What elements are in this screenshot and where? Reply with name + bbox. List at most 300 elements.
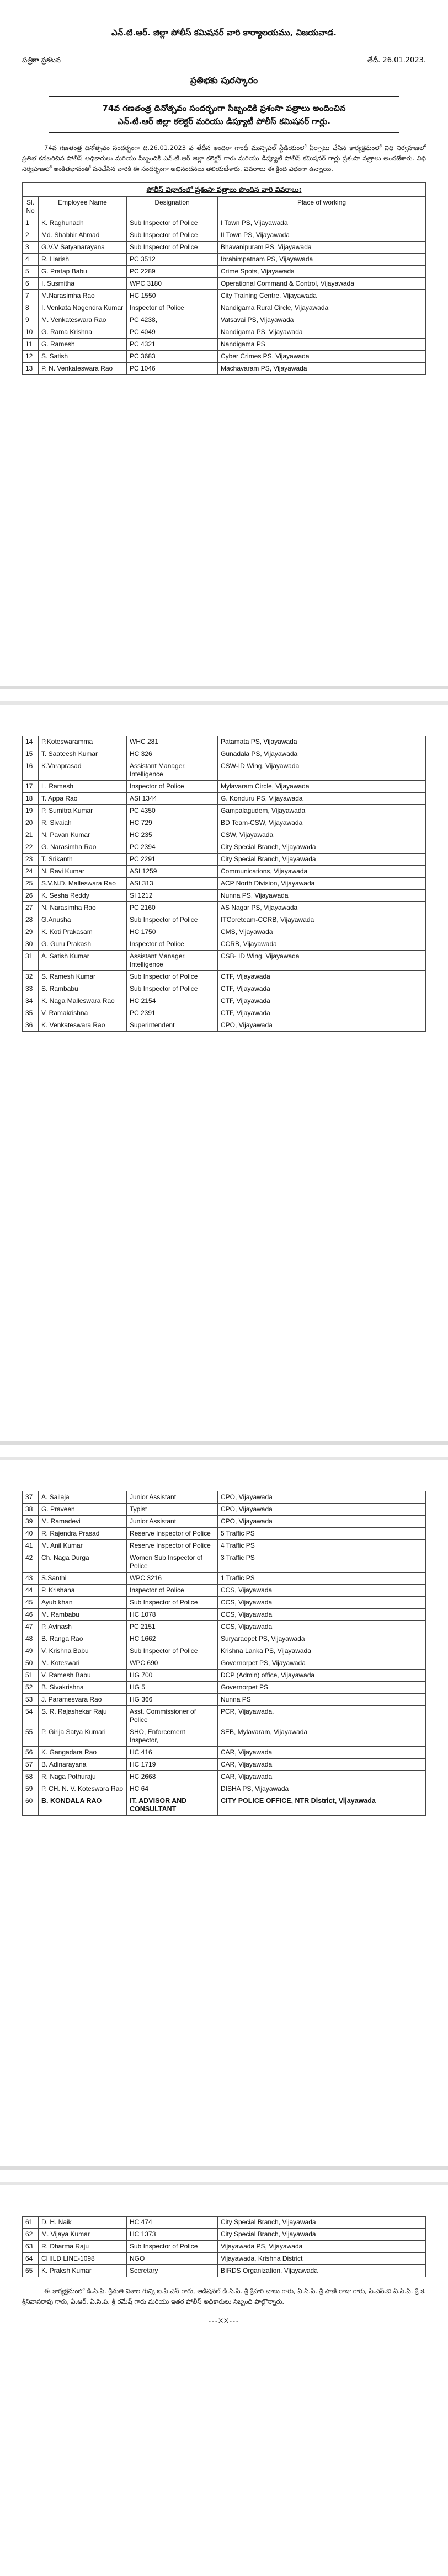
cell-sl: 17 bbox=[23, 781, 39, 793]
table-row bbox=[23, 1670, 426, 1682]
table-row bbox=[23, 781, 426, 793]
cell-employee-name: L. Ramesh bbox=[39, 781, 127, 793]
cell-sl: 48 bbox=[23, 1633, 39, 1645]
cell-sl: 44 bbox=[23, 1585, 39, 1597]
cell-sl: 40 bbox=[23, 1528, 39, 1540]
awards-table-page-4 bbox=[22, 2216, 426, 2277]
cell-employee-name: T. Srikanth bbox=[39, 854, 127, 866]
cell-place: ACP North Division, Vijayawada bbox=[218, 878, 426, 890]
cell-designation: NGO bbox=[127, 2253, 218, 2265]
cell-designation: PC 3683 bbox=[127, 351, 218, 363]
table-row bbox=[23, 314, 426, 326]
cell-employee-name: G. Guru Prakash bbox=[39, 938, 127, 951]
heading-line-2: ఎన్.టి.ఆర్ జిల్లా కలెక్టర్ మరియు డిప్యూటీ పోలీస్ కమిషనర్ గార్లు. bbox=[117, 116, 331, 126]
cell-designation: HG 700 bbox=[127, 1670, 218, 1682]
cell-employee-name: B. Sivakrishna bbox=[39, 1682, 127, 1694]
table-row bbox=[23, 1771, 426, 1783]
table-row bbox=[23, 890, 426, 902]
awards-table-page-1 bbox=[22, 182, 426, 375]
cell-place: 1 Traffic PS bbox=[218, 1573, 426, 1585]
page-edge bbox=[0, 1457, 448, 1460]
cell-designation: HC 416 bbox=[127, 1747, 218, 1759]
cell-employee-name: G.V.V Satyanarayana bbox=[39, 242, 127, 254]
cell-sl: 58 bbox=[23, 1771, 39, 1783]
cell-sl: 36 bbox=[23, 1019, 39, 1032]
cell-employee-name: M. Rambabu bbox=[39, 1609, 127, 1621]
cell-place: City Training Centre, Vijayawada bbox=[218, 290, 426, 302]
cell-employee-name: S.Santhi bbox=[39, 1573, 127, 1585]
cell-place: CITY POLICE OFFICE, NTR District, Vijayawada bbox=[218, 1795, 426, 1816]
cell-employee-name: B. Adinarayana bbox=[39, 1759, 127, 1771]
cell-sl: 57 bbox=[23, 1759, 39, 1771]
document-page-2 bbox=[0, 717, 448, 1428]
cell-designation: SI 1212 bbox=[127, 890, 218, 902]
cell-designation: PC 2391 bbox=[127, 1007, 218, 1019]
cell-employee-name: J. Paramesvara Rao bbox=[39, 1694, 127, 1706]
cell-sl: 42 bbox=[23, 1552, 39, 1573]
table-row bbox=[23, 278, 426, 290]
cell-employee-name: M. Koteswari bbox=[39, 1657, 127, 1670]
cell-place: Patamata PS, Vijayawada bbox=[218, 736, 426, 748]
cell-designation: Typist bbox=[127, 1504, 218, 1516]
table-row bbox=[23, 854, 426, 866]
cell-sl: 13 bbox=[23, 363, 39, 375]
table-row bbox=[23, 2217, 426, 2229]
cell-employee-name: S. Ramesh Kumar bbox=[39, 971, 127, 983]
cell-designation: Inspector of Police bbox=[127, 938, 218, 951]
table-row bbox=[23, 817, 426, 829]
cell-place: Krishna Lanka PS, Vijayawada bbox=[218, 1645, 426, 1657]
table-row bbox=[23, 926, 426, 938]
table-row bbox=[23, 1682, 426, 1694]
cell-place: CAR, Vijayawada bbox=[218, 1759, 426, 1771]
cell-place: CTF, Vijayawada bbox=[218, 995, 426, 1007]
header-designation: Designation bbox=[127, 197, 218, 217]
page-edge bbox=[0, 2166, 448, 2170]
cell-designation: HC 326 bbox=[127, 748, 218, 760]
cell-designation: IT. ADVISOR AND CONSULTANT bbox=[127, 1795, 218, 1816]
table-row bbox=[23, 1504, 426, 1516]
table-row bbox=[23, 995, 426, 1007]
cell-designation: Asst. Commissioner of Police bbox=[127, 1706, 218, 1726]
cell-place: CAR, Vijayawada bbox=[218, 1771, 426, 1783]
document-page-1 bbox=[0, 0, 448, 673]
cell-employee-name: I. Susmitha bbox=[39, 278, 127, 290]
cell-designation: HC 1719 bbox=[127, 1759, 218, 1771]
cell-sl: 62 bbox=[23, 2229, 39, 2241]
cell-designation: Sub Inspector of Police bbox=[127, 242, 218, 254]
cell-designation: PC 2289 bbox=[127, 266, 218, 278]
cell-place: G. Konduru PS, Vijayawada bbox=[218, 793, 426, 805]
table-row bbox=[23, 1528, 426, 1540]
cell-designation: HC 235 bbox=[127, 829, 218, 841]
cell-designation: Secretary bbox=[127, 2265, 218, 2277]
cell-employee-name: T. Appa Rao bbox=[39, 793, 127, 805]
table-row bbox=[23, 351, 426, 363]
cell-employee-name: G. Pratap Babu bbox=[39, 266, 127, 278]
page-edge bbox=[0, 686, 448, 689]
cell-employee-name: S. Rambabu bbox=[39, 983, 127, 995]
cell-designation: HC 1078 bbox=[127, 1609, 218, 1621]
cell-place: Gunadala PS, Vijayawada bbox=[218, 748, 426, 760]
meta-row bbox=[22, 56, 426, 66]
table-row bbox=[23, 1633, 426, 1645]
table-row bbox=[23, 326, 426, 339]
cell-sl: 34 bbox=[23, 995, 39, 1007]
cell-designation: Inspector of Police bbox=[127, 781, 218, 793]
cell-employee-name: M. Ramadevi bbox=[39, 1516, 127, 1528]
table-row bbox=[23, 2265, 426, 2277]
cell-sl: 50 bbox=[23, 1657, 39, 1670]
cell-place: CCS, Vijayawada bbox=[218, 1597, 426, 1609]
cell-place: Nandigama Rural Circle, Vijayawada bbox=[218, 302, 426, 314]
cell-sl: 5 bbox=[23, 266, 39, 278]
cell-employee-name: D. H. Naik bbox=[39, 2217, 127, 2229]
cell-place: Nunna PS, Vijayawada bbox=[218, 890, 426, 902]
cell-sl: 61 bbox=[23, 2217, 39, 2229]
cell-place: Cyber Crimes PS, Vijayawada bbox=[218, 351, 426, 363]
cell-place: I Town PS, Vijayawada bbox=[218, 217, 426, 229]
cell-sl: 56 bbox=[23, 1747, 39, 1759]
cell-sl: 19 bbox=[23, 805, 39, 817]
cell-place: Communications, Vijayawada bbox=[218, 866, 426, 878]
cell-sl: 16 bbox=[23, 760, 39, 781]
table-row bbox=[23, 793, 426, 805]
cell-designation: HC 2154 bbox=[127, 995, 218, 1007]
cell-employee-name: K. Naga Malleswara Rao bbox=[39, 995, 127, 1007]
header-sl: Sl. No bbox=[23, 197, 39, 217]
cell-sl: 55 bbox=[23, 1726, 39, 1747]
document-page-3 bbox=[0, 1472, 448, 2153]
cell-designation: Sub Inspector of Police bbox=[127, 1597, 218, 1609]
cell-sl: 25 bbox=[23, 878, 39, 890]
cell-employee-name: A. Satish Kumar bbox=[39, 951, 127, 971]
cell-sl: 39 bbox=[23, 1516, 39, 1528]
cell-place: ITCoreteam-CCRB, Vijayawada bbox=[218, 914, 426, 926]
cell-designation: HC 1550 bbox=[127, 290, 218, 302]
cell-sl: 33 bbox=[23, 983, 39, 995]
table-row bbox=[23, 829, 426, 841]
awards-table-page-3 bbox=[22, 1491, 426, 1816]
table-row bbox=[23, 951, 426, 971]
table-row bbox=[23, 1585, 426, 1597]
cell-employee-name: S. Satish bbox=[39, 351, 127, 363]
cell-place: Gampalagudem, Vijayawada bbox=[218, 805, 426, 817]
cell-place: Ibrahimpatnam PS, Vijayawada bbox=[218, 254, 426, 266]
cell-place: Crime Spots, Vijayawada bbox=[218, 266, 426, 278]
cell-employee-name: P.Koteswaramma bbox=[39, 736, 127, 748]
cell-place: City Special Branch, Vijayawada bbox=[218, 2229, 426, 2241]
table-row bbox=[23, 217, 426, 229]
table-row bbox=[23, 266, 426, 278]
header-place: Place of working bbox=[218, 197, 426, 217]
cell-employee-name: N. Narasimha Rao bbox=[39, 902, 127, 914]
cell-designation: PC 2394 bbox=[127, 841, 218, 854]
cell-sl: 28 bbox=[23, 914, 39, 926]
page-edge bbox=[0, 701, 448, 705]
cell-designation: WPC 3180 bbox=[127, 278, 218, 290]
cell-designation: PC 4049 bbox=[127, 326, 218, 339]
heading-line-1: 74వ గణతంత్ర దినోత్సవం సందర్భంగా సిబ్బందికి ప్రశంసా పత్రాలు అందించిన bbox=[102, 103, 346, 113]
cell-place: City Special Branch, Vijayawada bbox=[218, 854, 426, 866]
cell-designation: Sub Inspector of Police bbox=[127, 971, 218, 983]
cell-designation: PC 2291 bbox=[127, 854, 218, 866]
cell-place: CMS, Vijayawada bbox=[218, 926, 426, 938]
table-row bbox=[23, 1573, 426, 1585]
table-row bbox=[23, 1747, 426, 1759]
cell-employee-name: P. N. Venkateswara Rao bbox=[39, 363, 127, 375]
cell-sl: 49 bbox=[23, 1645, 39, 1657]
cell-sl: 14 bbox=[23, 736, 39, 748]
table-row bbox=[23, 1795, 426, 1816]
cell-place: 3 Traffic PS bbox=[218, 1552, 426, 1573]
cell-employee-name: V. Krishna Babu bbox=[39, 1645, 127, 1657]
cell-designation: HC 474 bbox=[127, 2217, 218, 2229]
table-row bbox=[23, 1019, 426, 1032]
cell-sl: 43 bbox=[23, 1573, 39, 1585]
header-name: Employee Name bbox=[39, 197, 127, 217]
cell-sl: 6 bbox=[23, 278, 39, 290]
cell-sl: 26 bbox=[23, 890, 39, 902]
cell-sl: 7 bbox=[23, 290, 39, 302]
table-row bbox=[23, 1609, 426, 1621]
cell-place: Mylavaram Circle, Vijayawada bbox=[218, 781, 426, 793]
cell-place: 4 Traffic PS bbox=[218, 1540, 426, 1552]
cell-employee-name: P. Avinash bbox=[39, 1621, 127, 1633]
table-row bbox=[23, 302, 426, 314]
cell-employee-name: K.Varaprasad bbox=[39, 760, 127, 781]
cell-place: Suryaraopet PS, Vijayawada bbox=[218, 1633, 426, 1645]
cell-sl: 1 bbox=[23, 217, 39, 229]
table-row bbox=[23, 242, 426, 254]
cell-designation: Inspector of Police bbox=[127, 302, 218, 314]
cell-sl: 18 bbox=[23, 793, 39, 805]
cell-place: CPO, Vijayawada bbox=[218, 1491, 426, 1504]
cell-place: Bhavanipuram PS, Vijayawada bbox=[218, 242, 426, 254]
cell-designation: PC 3512 bbox=[127, 254, 218, 266]
table-row bbox=[23, 938, 426, 951]
table-row bbox=[23, 1007, 426, 1019]
cell-sl: 51 bbox=[23, 1670, 39, 1682]
table-row bbox=[23, 1621, 426, 1633]
cell-sl: 35 bbox=[23, 1007, 39, 1019]
cell-place: CAR, Vijayawada bbox=[218, 1747, 426, 1759]
table-row bbox=[23, 1759, 426, 1771]
table-row bbox=[23, 339, 426, 351]
table-caption: పోలీస్ విభాగంలో ప్రశంసా పత్రాలు పొందిన వారి వివరాలు: bbox=[23, 183, 426, 197]
cell-employee-name: V. Ramesh Babu bbox=[39, 1670, 127, 1682]
cell-designation: Assistant Manager, Intelligence bbox=[127, 760, 218, 781]
cell-designation: WHC 281 bbox=[127, 736, 218, 748]
cell-employee-name: M.Narasimha Rao bbox=[39, 290, 127, 302]
cell-place: Nunna PS bbox=[218, 1694, 426, 1706]
intro-paragraph: 74వ గణతంత్ర దినోత్సవం సందర్భంగా ది.26.01.2023 వ తేదీన ఇందిరా గాంధీ మున్సిపల్ స్టేడియంలో ఏర్పాటు చేసిన కార్యక్రమంలో విధి నిర్వహణలో ప్రతిభ కనబరిచిన పోలీస్ అధికారులు మరియు సిబ్బందికి ఎన్.టి.ఆర్ జిల్లా కలెక్టర్ గారు మరియు డిప్యూటీ పోలీస్ కమిషనర్ గార్లు ప్రశంసా పత్రాలు అందజేశారు. విధి నిర్వహణలో అంకితభావంతో పనిచేసిన వారికి ఈ సందర్భంగా అభినందనలు తెలియజేశారు. వివరాలు ఈ క్రింది విధంగా ఉన్నాయి. bbox=[22, 144, 426, 173]
cell-place: City Special Branch, Vijayawada bbox=[218, 841, 426, 854]
cell-employee-name: R. Naga Pothuraju bbox=[39, 1771, 127, 1783]
table-row bbox=[23, 736, 426, 748]
cell-place: CPO, Vijayawada bbox=[218, 1504, 426, 1516]
cell-sl: 30 bbox=[23, 938, 39, 951]
table-row bbox=[23, 254, 426, 266]
cell-sl: 27 bbox=[23, 902, 39, 914]
cell-employee-name: K. Venkateswara Rao bbox=[39, 1019, 127, 1032]
cell-employee-name: S. R. Rajashekar Raju bbox=[39, 1706, 127, 1726]
cell-designation: Women Sub Inspector of Police bbox=[127, 1552, 218, 1573]
table-row bbox=[23, 2241, 426, 2253]
cell-employee-name: Md. Shabbir Ahmad bbox=[39, 229, 127, 242]
footer-mark: ---XX--- bbox=[209, 2317, 239, 2325]
cell-place: CTF, Vijayawada bbox=[218, 983, 426, 995]
table-row bbox=[23, 2253, 426, 2265]
cell-place: 5 Traffic PS bbox=[218, 1528, 426, 1540]
cell-employee-name: N. Ravi Kumar bbox=[39, 866, 127, 878]
cell-sl: 37 bbox=[23, 1491, 39, 1504]
cell-designation: Reserve Inspector of Police bbox=[127, 1528, 218, 1540]
cell-place: BD Team-CSW, Vijayawada bbox=[218, 817, 426, 829]
cell-employee-name: K. Gangadara Rao bbox=[39, 1747, 127, 1759]
cell-employee-name: G. Rama Krishna bbox=[39, 326, 127, 339]
cell-place: II Town PS, Vijayawada bbox=[218, 229, 426, 242]
cell-designation: Junior Assistant bbox=[127, 1491, 218, 1504]
cell-employee-name: R. Dharma Raju bbox=[39, 2241, 127, 2253]
cell-employee-name: R. Rajendra Prasad bbox=[39, 1528, 127, 1540]
cell-designation: SHO, Enforcement Inspector, bbox=[127, 1726, 218, 1747]
cell-designation: HC 2668 bbox=[127, 1771, 218, 1783]
table-row bbox=[23, 363, 426, 375]
table-row bbox=[23, 1783, 426, 1795]
cell-designation: Sub Inspector of Police bbox=[127, 1645, 218, 1657]
cell-designation: WPC 3216 bbox=[127, 1573, 218, 1585]
table-row bbox=[23, 2229, 426, 2241]
cell-employee-name: T. Saateesh Kumar bbox=[39, 748, 127, 760]
table-row bbox=[23, 1491, 426, 1504]
cell-place: CCRB, Vijayawada bbox=[218, 938, 426, 951]
table-row bbox=[23, 760, 426, 781]
table-row bbox=[23, 1645, 426, 1657]
cell-designation: Assistant Manager, Intelligence bbox=[127, 951, 218, 971]
cell-employee-name: K. Sesha Reddy bbox=[39, 890, 127, 902]
cell-sl: 52 bbox=[23, 1682, 39, 1694]
cell-place: CSB- ID Wing, Vijayawada bbox=[218, 951, 426, 971]
cell-sl: 2 bbox=[23, 229, 39, 242]
cell-place: CTF, Vijayawada bbox=[218, 1007, 426, 1019]
cell-sl: 32 bbox=[23, 971, 39, 983]
cell-place: Operational Command & Control, Vijayawada bbox=[218, 278, 426, 290]
cell-employee-name: M. Anil Kumar bbox=[39, 1540, 127, 1552]
cell-place: City Special Branch, Vijayawada bbox=[218, 2217, 426, 2229]
cell-designation: HC 729 bbox=[127, 817, 218, 829]
cell-place: DISHA PS, Vijayawada bbox=[218, 1783, 426, 1795]
cell-sl: 12 bbox=[23, 351, 39, 363]
cell-employee-name: B. KONDALA RAO bbox=[39, 1795, 127, 1816]
cell-sl: 11 bbox=[23, 339, 39, 351]
cell-employee-name: S.V.N.D. Malleswara Rao bbox=[39, 878, 127, 890]
table-header-row bbox=[23, 197, 426, 217]
cell-sl: 60 bbox=[23, 1795, 39, 1816]
page-separator bbox=[0, 673, 448, 717]
cell-designation: Superintendent bbox=[127, 1019, 218, 1032]
cell-employee-name: G. Ramesh bbox=[39, 339, 127, 351]
cell-sl: 64 bbox=[23, 2253, 39, 2265]
cell-sl: 21 bbox=[23, 829, 39, 841]
cell-sl: 63 bbox=[23, 2241, 39, 2253]
cell-employee-name: P. Krishana bbox=[39, 1585, 127, 1597]
awards-table-page-2 bbox=[22, 736, 426, 1032]
cell-employee-name: P. Sumitra Kumar bbox=[39, 805, 127, 817]
cell-employee-name: P. Girija Satya Kumari bbox=[39, 1726, 127, 1747]
table-row bbox=[23, 1694, 426, 1706]
cell-designation: HC 64 bbox=[127, 1783, 218, 1795]
table-row bbox=[23, 290, 426, 302]
table-caption-row bbox=[23, 183, 426, 197]
press-note-label: పత్రికా ప్రకటన bbox=[22, 56, 61, 65]
cell-employee-name: G. Narasimha Rao bbox=[39, 841, 127, 854]
cell-employee-name: V. Ramakrishna bbox=[39, 1007, 127, 1019]
cell-place: Vijayawada, Krishna District bbox=[218, 2253, 426, 2265]
table-row bbox=[23, 983, 426, 995]
table-row bbox=[23, 878, 426, 890]
cell-sl: 41 bbox=[23, 1540, 39, 1552]
cell-place: Nandigama PS, Vijayawada bbox=[218, 326, 426, 339]
cell-sl: 8 bbox=[23, 302, 39, 314]
cell-sl: 54 bbox=[23, 1706, 39, 1726]
cell-designation: Inspector of Police bbox=[127, 1585, 218, 1597]
cell-sl: 3 bbox=[23, 242, 39, 254]
cell-sl: 29 bbox=[23, 926, 39, 938]
cell-sl: 4 bbox=[23, 254, 39, 266]
cell-sl: 46 bbox=[23, 1609, 39, 1621]
cell-employee-name: R. Harish bbox=[39, 254, 127, 266]
table-row bbox=[23, 805, 426, 817]
cell-sl: 9 bbox=[23, 314, 39, 326]
date-text: తేదీ. 26.01.2023. bbox=[367, 56, 426, 65]
cell-place: CCS, Vijayawada bbox=[218, 1609, 426, 1621]
cell-place: CPO, Vijayawada bbox=[218, 1019, 426, 1032]
cell-place: DCP (Admin) office, Vijayawada bbox=[218, 1670, 426, 1682]
cell-place: BIRDS Organization, Vijayawada bbox=[218, 2265, 426, 2277]
cell-place: Machavaram PS, Vijayawada bbox=[218, 363, 426, 375]
cell-employee-name: Ch. Naga Durga bbox=[39, 1552, 127, 1573]
cell-designation: Reserve Inspector of Police bbox=[127, 1540, 218, 1552]
cell-designation: PC 4238, bbox=[127, 314, 218, 326]
cell-designation: Sub Inspector of Police bbox=[127, 217, 218, 229]
page-edge bbox=[0, 2182, 448, 2185]
table-row bbox=[23, 971, 426, 983]
table-row bbox=[23, 1516, 426, 1528]
cell-employee-name: R. Sivaiah bbox=[39, 817, 127, 829]
cell-place: CCS, Vijayawada bbox=[218, 1585, 426, 1597]
cell-designation: Sub Inspector of Police bbox=[127, 914, 218, 926]
table-row bbox=[23, 1597, 426, 1609]
page-separator bbox=[0, 1428, 448, 1472]
cell-designation: WPC 690 bbox=[127, 1657, 218, 1670]
cell-designation: ASI 1344 bbox=[127, 793, 218, 805]
cell-place: Governorpet PS bbox=[218, 1682, 426, 1694]
table-row bbox=[23, 1706, 426, 1726]
cell-place: Vijayawada PS, Vijayawada bbox=[218, 2241, 426, 2253]
cell-place: CTF, Vijayawada bbox=[218, 971, 426, 983]
cell-designation: HG 366 bbox=[127, 1694, 218, 1706]
cell-sl: 53 bbox=[23, 1694, 39, 1706]
cell-employee-name: K. Raghunadh bbox=[39, 217, 127, 229]
cell-employee-name: K. Praksh Kumar bbox=[39, 2265, 127, 2277]
cell-designation: Junior Assistant bbox=[127, 1516, 218, 1528]
office-header: ఎన్.టి.ఆర్. జిల్లా పోలీస్ కమిషనర్ వారి కార్యాలయము, విజయవాడ. bbox=[111, 28, 337, 37]
cell-employee-name: B. Ranga Rao bbox=[39, 1633, 127, 1645]
page-separator bbox=[0, 2153, 448, 2197]
cell-designation: PC 1046 bbox=[127, 363, 218, 375]
cell-employee-name: G.Anusha bbox=[39, 914, 127, 926]
